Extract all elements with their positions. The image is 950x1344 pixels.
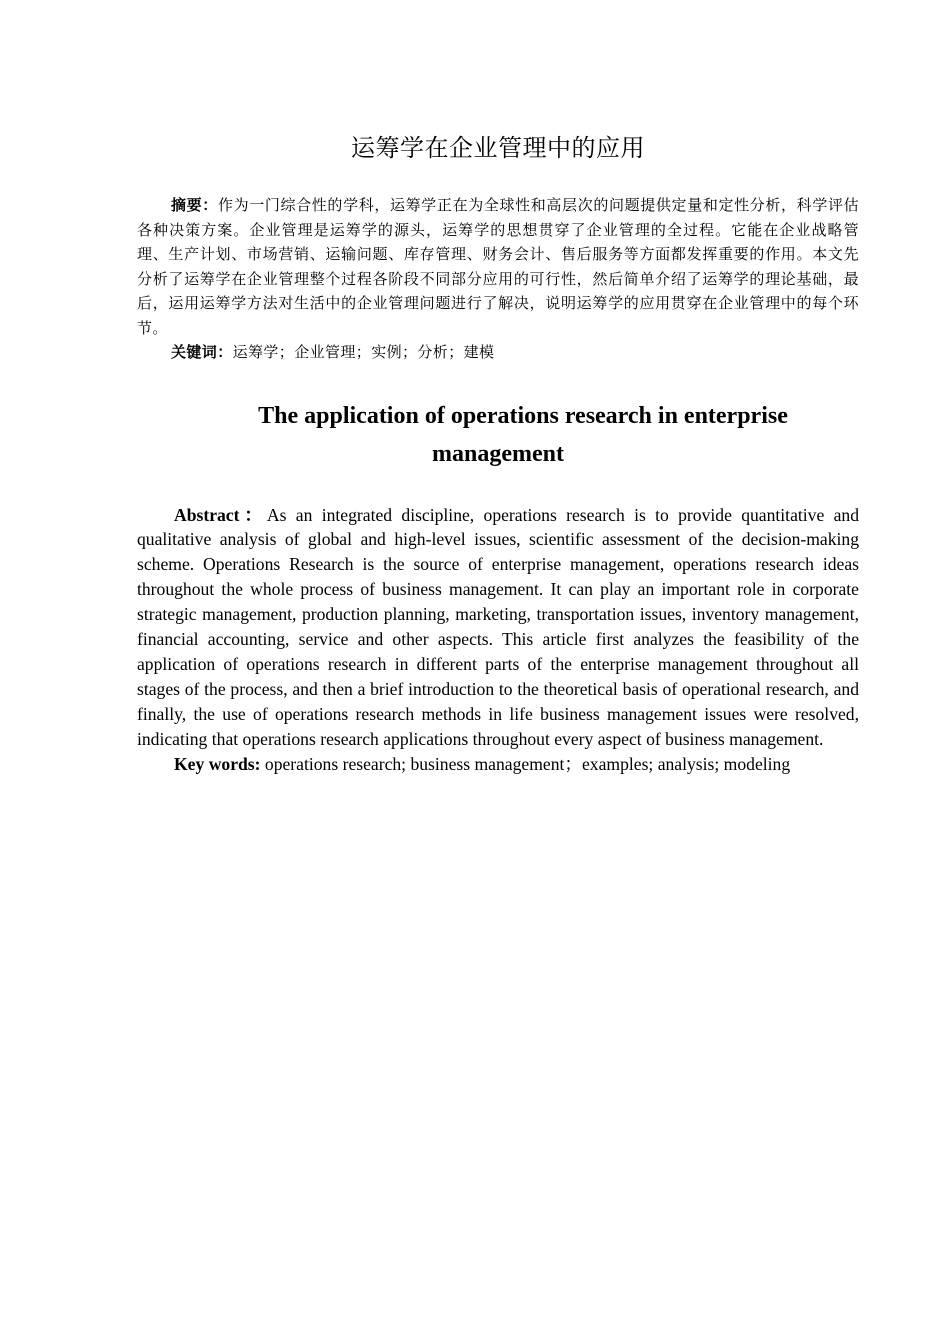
chinese-title: 运筹学在企业管理中的应用 xyxy=(351,134,645,162)
english-abstract xyxy=(137,503,859,752)
english-title xyxy=(137,397,859,473)
page-content xyxy=(137,128,859,776)
chinese-abstract-label: 摘要： xyxy=(171,196,218,214)
chinese-keywords xyxy=(137,340,859,365)
english-abstract-label: Abstract： xyxy=(174,504,267,525)
english-keywords-text: operations research; business management；examples; analysis; modeling xyxy=(260,753,791,774)
english-keywords xyxy=(137,752,859,777)
english-abstract-text: As an integrated discipline, operations research is to provide quantitative and qualitative analysis of global and high-level issues, scientific assessment of the decision-making scheme. Operations Research is the source of enterprise management, operations research ideas throughout the whole process of business management. It can play an important role in corporate strategic management, production planning, marketing, transportation issues, inventory management, financial accounting, service and other aspects. This article first analyzes the feasibility of the application of operations research in different parts of the enterprise management throughout all stages of the process, and then a brief introduction to the theoretical basis of operational research, and finally, the use of operations research methods in life business management issues were resolved, indicating that operations research applications throughout every aspect of business management. xyxy=(137,504,859,749)
english-title-line-1: The application of operations research in enterprise xyxy=(258,402,788,429)
chinese-keywords-label: 关键词： xyxy=(171,343,233,361)
chinese-abstract-text: 作为一门综合性的学科，运筹学正在为全球性和高层次的问题提供定量和定性分析，科学评估各种决策方案。企业管理是运筹学的源头，运筹学的思想贯穿了企业管理的全过程。它能在企业战略管理、生产计划、市场营销、运输问题、库存管理、财务会计、售后服务等方面都发挥重要的作用。本文先分析了运筹学在企业管理整个过程各阶段不同部分应用的可行性，然后简单介绍了运筹学的理论基础，最后，运用运筹学方法对生活中的企业管理问题进行了解决，说明运筹学的应用贯穿在企业管理中的每个环节。 xyxy=(137,196,860,337)
english-title-line-2: management xyxy=(432,440,564,467)
english-keywords-label: Key words: xyxy=(174,753,261,774)
chinese-keywords-text: 运筹学；企业管理；实例；分析；建模 xyxy=(232,343,495,361)
chinese-abstract xyxy=(137,193,859,340)
